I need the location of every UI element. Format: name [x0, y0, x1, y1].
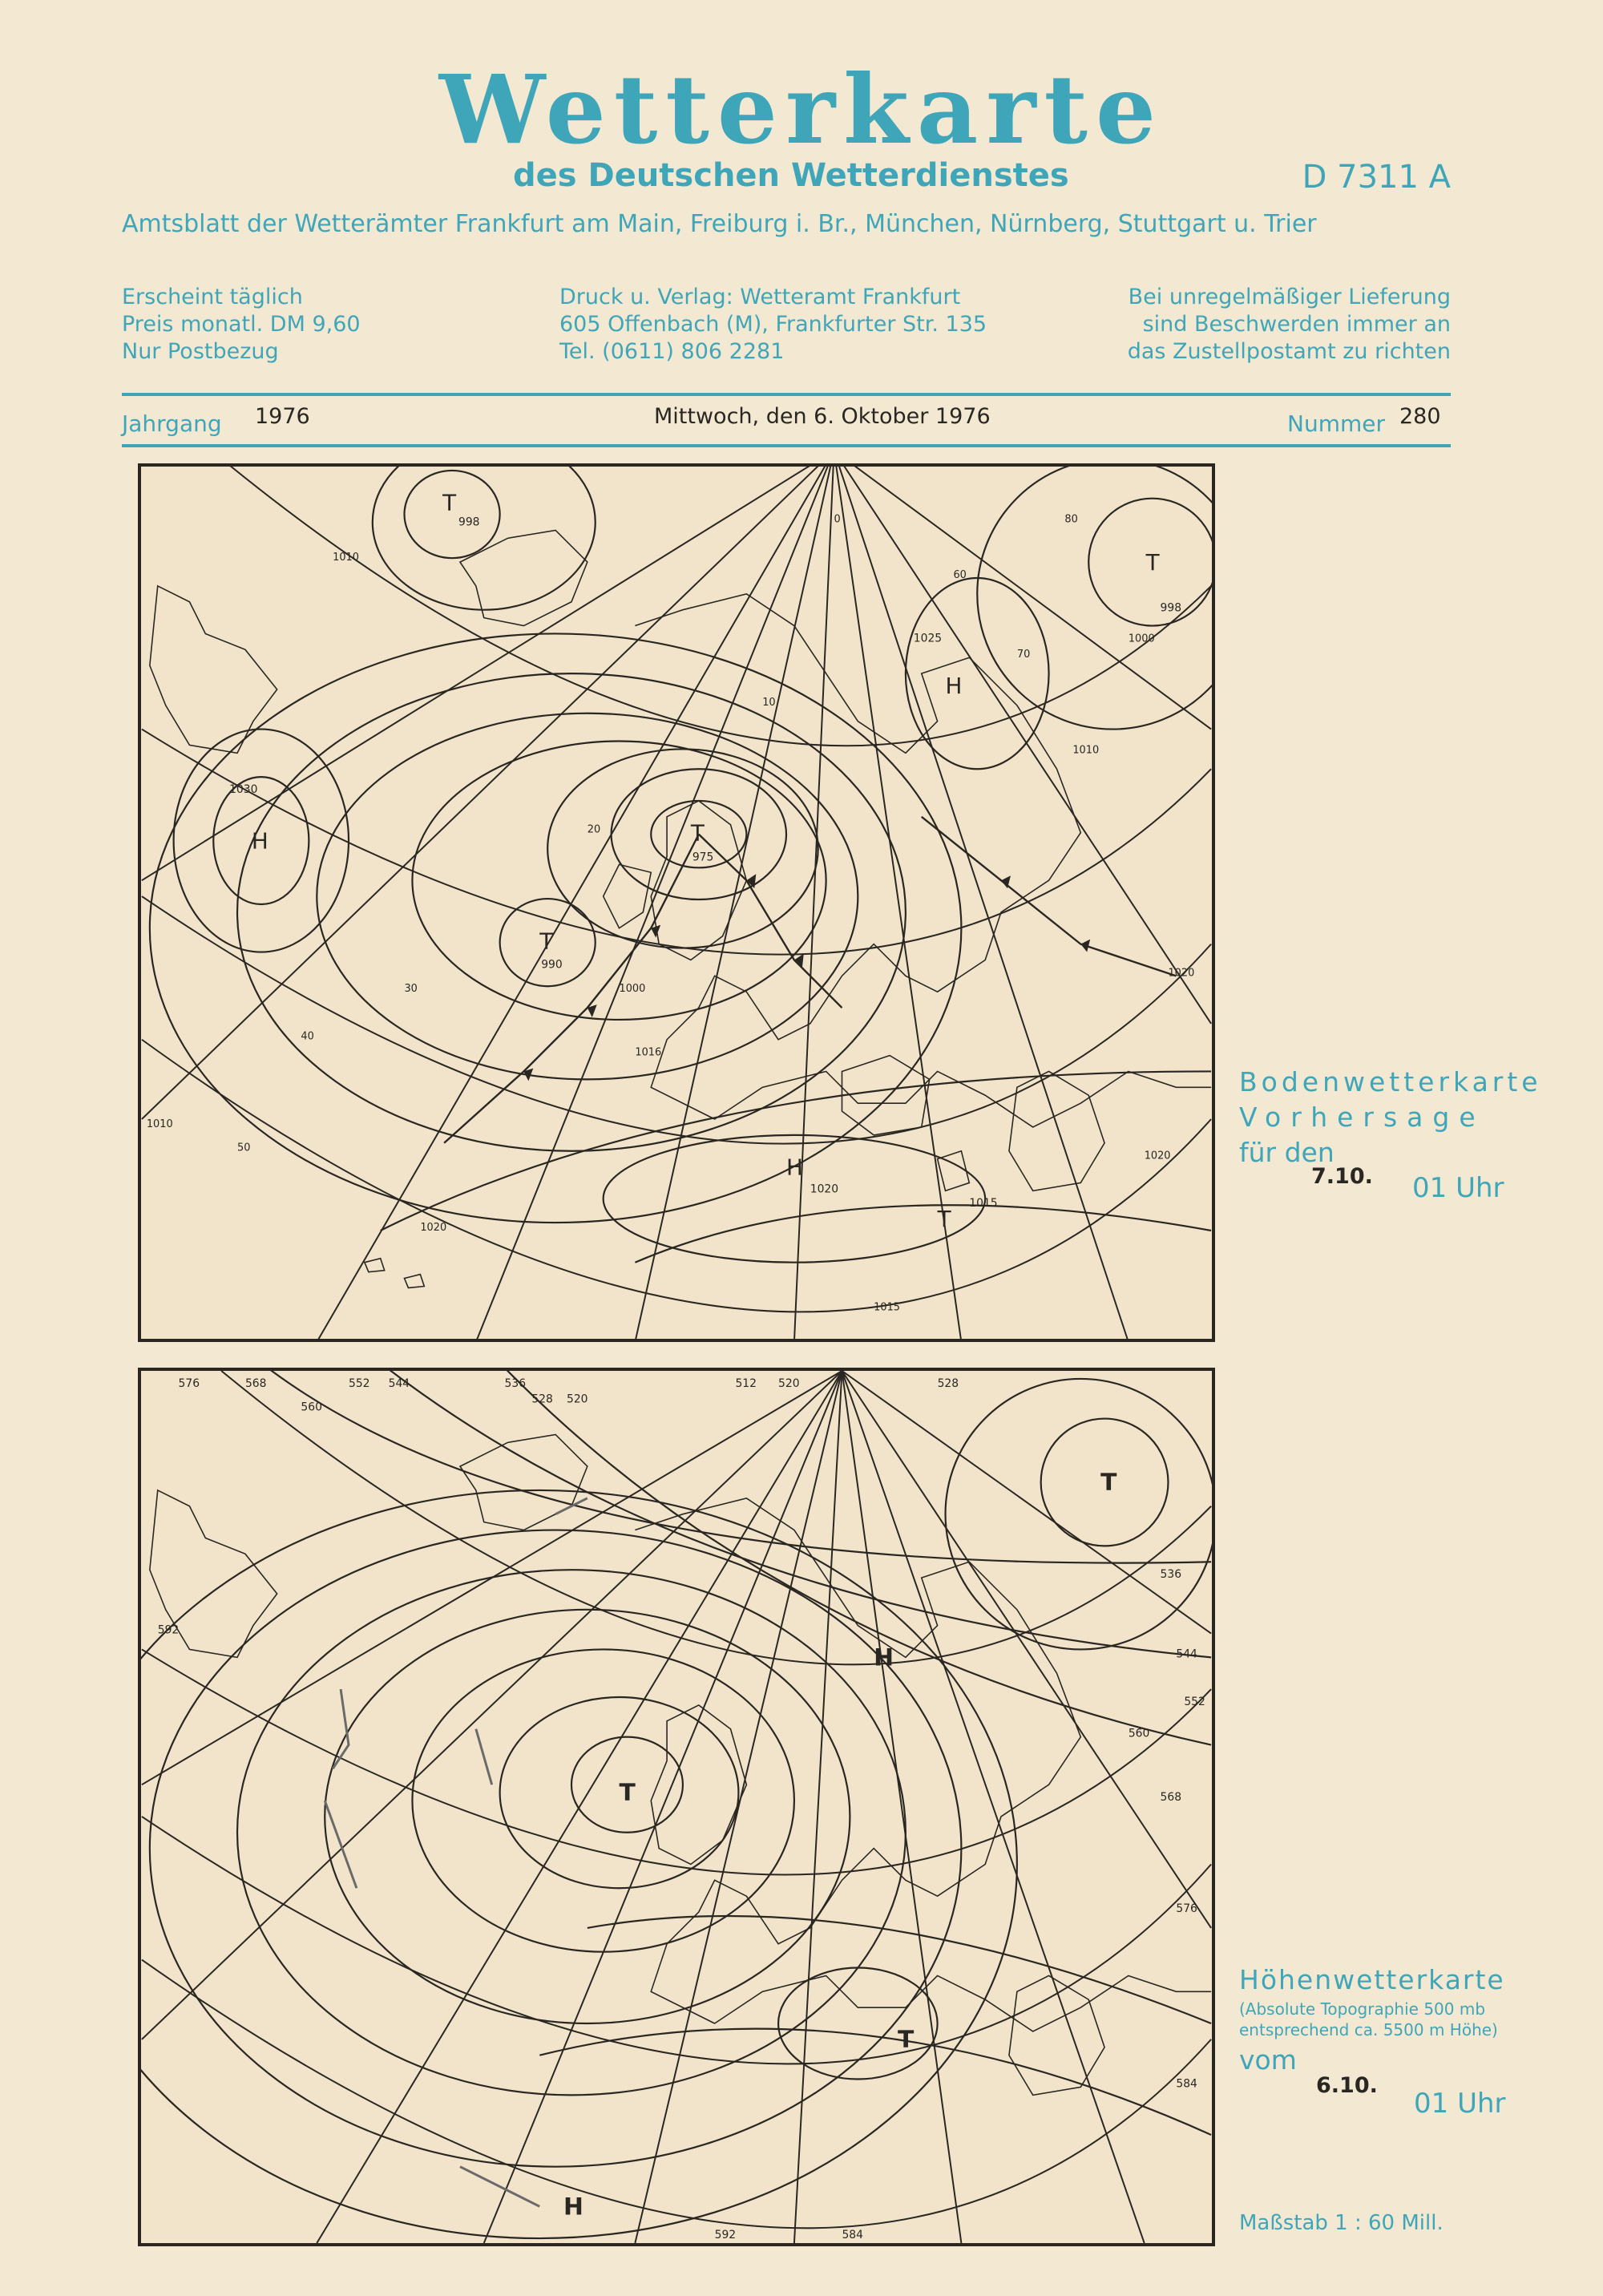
- surface-weather-map: [138, 463, 1215, 1342]
- isobar-label: 1020: [1144, 1150, 1171, 1162]
- grid-label: 0: [834, 513, 841, 526]
- info-line: Bei unregelmäßiger Lieferung: [1128, 285, 1451, 309]
- contour-label: 528: [531, 1393, 553, 1406]
- center-value: 998: [1160, 601, 1182, 615]
- map-scale: Maßstab 1 : 60 Mill.: [1239, 2211, 1444, 2235]
- high-center-label: H: [945, 672, 963, 699]
- upper-caption-date: 6.10.: [1316, 2073, 1378, 2098]
- surface-isobars: [150, 467, 1212, 1263]
- contour-label: 584: [842, 2229, 863, 2242]
- upper-map-drawing: [141, 1371, 1212, 2243]
- info-line: 605 Offenbach (M), Frankfurter Str. 135: [559, 312, 987, 337]
- isobar-label: 1010: [333, 552, 359, 564]
- isobar-label: 1020: [420, 1221, 447, 1234]
- contour-label: 576: [1176, 1902, 1197, 1916]
- info-line: Preis monatl. DM 9,60: [122, 312, 361, 337]
- isobar-label: 1010: [146, 1118, 173, 1130]
- issue-code: D 7311 A: [1302, 159, 1451, 196]
- issue-date: Mittwoch, den 6. Oktober 1976: [654, 404, 991, 429]
- upper-caption-height: entsprechend ca. 5500 m Höhe): [1239, 2020, 1498, 2039]
- nummer-value: 280: [1399, 404, 1441, 429]
- surface-isobar-labels: [147, 552, 1194, 1313]
- contour-label: 544: [1176, 1647, 1197, 1661]
- high-center-label: H: [563, 2193, 583, 2221]
- high-center-label: H: [874, 1643, 894, 1672]
- contour-label: 520: [567, 1393, 588, 1406]
- isobar-label: 1000: [619, 983, 646, 996]
- contour-label: 592: [714, 2229, 737, 2242]
- info-line: Druck u. Verlag: Wetteramt Frankfurt: [559, 285, 961, 309]
- isobar-label: 1000: [1128, 633, 1155, 645]
- jahrgang-label: Jahrgang: [122, 410, 222, 437]
- info-line: das Zustellpostamt zu richten: [1127, 339, 1451, 364]
- contour-label: 560: [1128, 1727, 1150, 1740]
- contour-label: 552: [349, 1376, 370, 1390]
- contour-label: 552: [1184, 1695, 1205, 1708]
- publisher-info: [559, 284, 987, 366]
- low-center-label: T: [897, 2025, 915, 2054]
- low-center-label: T: [1100, 1468, 1117, 1497]
- grid-label: 70: [1016, 649, 1031, 661]
- info-line: Erscheint täglich: [122, 285, 303, 309]
- upper-contours: [141, 1371, 1212, 2238]
- surface-caption-date: 7.10.: [1311, 1164, 1373, 1189]
- contour-label: 512: [735, 1376, 757, 1390]
- surface-center-values: [229, 515, 1181, 1210]
- contour-label: 560: [301, 1401, 322, 1414]
- surface-caption-time: 01 Uhr: [1412, 1172, 1504, 1204]
- contour-label: 584: [1176, 2077, 1197, 2091]
- low-center-label: T: [690, 819, 705, 847]
- upper-caption-from: vom: [1239, 2044, 1297, 2076]
- grid-label: 20: [587, 823, 601, 836]
- publication-info: [122, 284, 361, 366]
- isobar-label: 1015: [874, 1301, 901, 1314]
- low-center-label: T: [442, 489, 457, 516]
- center-value: 1015: [969, 1197, 998, 1211]
- center-value: 1020: [810, 1182, 839, 1196]
- surface-caption-title: Bodenwetterkarte: [1239, 1066, 1542, 1097]
- contour-label: 576: [178, 1376, 200, 1390]
- surface-caption-for: für den: [1239, 1137, 1334, 1168]
- newspaper-subtitle: des Deutschen Wetterdienstes: [513, 157, 1069, 194]
- upper-wind-arrows: [325, 1498, 587, 2207]
- upper-caption-topography: (Absolute Topographie 500 mb: [1239, 1999, 1486, 2019]
- low-center-label: T: [539, 928, 554, 955]
- jahrgang-value: 1976: [255, 404, 310, 429]
- contour-label: 544: [388, 1376, 410, 1390]
- contour-label: 520: [778, 1376, 800, 1390]
- center-value: 990: [541, 958, 563, 972]
- header-rule-bottom: [122, 444, 1451, 447]
- center-value: 1025: [913, 632, 943, 645]
- high-center-label: H: [251, 827, 269, 855]
- grid-label: 40: [301, 1030, 314, 1043]
- low-center-label: T: [1145, 549, 1160, 576]
- isobar-label: 1016: [635, 1046, 662, 1059]
- upper-caption-time: 01 Uhr: [1414, 2088, 1506, 2120]
- contour-label: 528: [937, 1376, 959, 1390]
- newspaper-title: Wetterkarte: [438, 54, 1165, 165]
- info-line: Nur Postbezug: [122, 339, 279, 364]
- low-center-label: T: [937, 1206, 951, 1233]
- center-value: 1030: [229, 783, 258, 797]
- grid-label: 60: [953, 568, 967, 581]
- surface-coastlines: [150, 530, 1211, 1287]
- surface-caption-forecast: Vorhersage: [1239, 1102, 1485, 1133]
- amtsblatt-line: Amtsblatt der Wetterämter Frankfurt am Main, Freiburg i. Br., München, Nürnberg, Stuttgart u. Trier: [122, 210, 1317, 238]
- info-line: Tel. (0611) 806 2281: [559, 339, 785, 364]
- contour-label: 536: [504, 1376, 527, 1390]
- isobar-label: 1020: [1168, 967, 1195, 980]
- high-center-label: H: [785, 1154, 803, 1181]
- grid-label: 30: [404, 983, 418, 996]
- header-rule-top: [122, 393, 1451, 396]
- contour-label: 568: [1160, 1791, 1182, 1805]
- contour-label: 592: [157, 1623, 180, 1637]
- isobar-label: 1010: [1072, 744, 1100, 757]
- grid-label: 80: [1064, 513, 1078, 526]
- contour-label: 568: [244, 1376, 267, 1390]
- upper-center-labels: [563, 1469, 1117, 2221]
- center-value: 998: [458, 515, 480, 529]
- nummer-label: Nummer: [1287, 410, 1385, 437]
- contour-label: 536: [1160, 1568, 1182, 1582]
- low-center-label: T: [619, 1779, 636, 1808]
- surface-graticule: [142, 467, 1211, 1339]
- info-line: sind Beschwerden immer an: [1142, 312, 1451, 337]
- surface-map-drawing: [141, 467, 1212, 1339]
- upper-air-map: [138, 1368, 1215, 2246]
- grid-label: 50: [237, 1142, 251, 1154]
- delivery-info: [1042, 284, 1451, 366]
- grid-label: 10: [762, 696, 776, 709]
- upper-caption-title: Höhenwetterkarte: [1239, 1964, 1505, 1995]
- center-value: 975: [692, 851, 714, 864]
